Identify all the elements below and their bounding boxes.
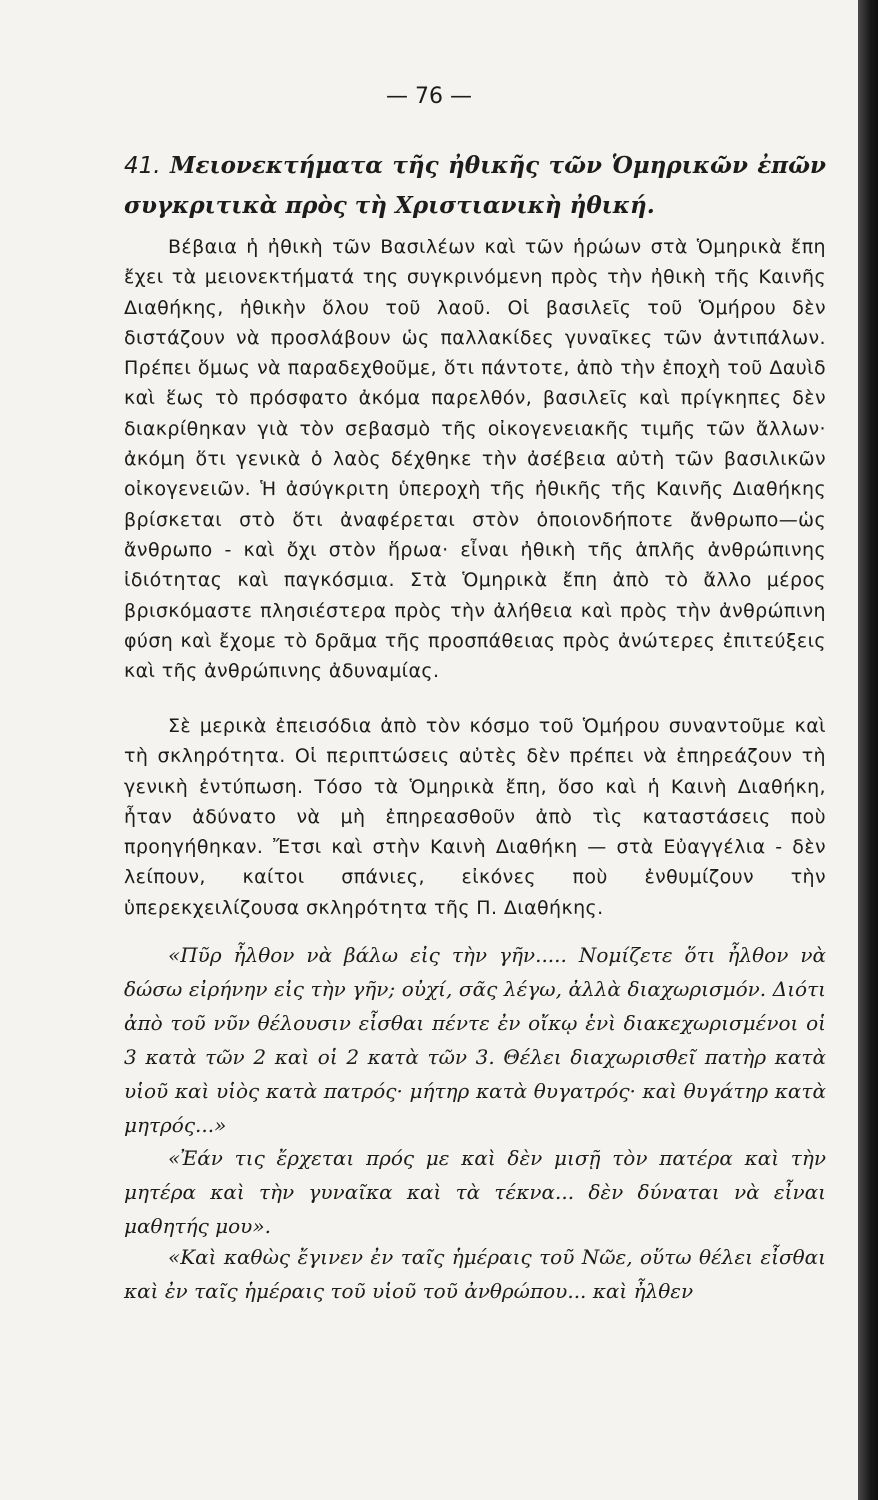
paragraph-1: Βέβαια ἡ ἠθικὴ τῶν Βασιλέων καὶ τῶν ἡρώων στὰ Ὁμηρικὰ ἔπη ἔχει τὰ μειονεκτήματά της συγκρινόμενη πρὸς τὴν ἠθικὴ τῆς Καινῆς Διαθήκης, ἠθικὴν ὅλου τοῦ λαοῦ. Οἱ βασιλεῖς τοῦ Ὁμήρου δὲν διστάζουν νὰ προσλάβουν ὡς παλλακίδες γυναῖκες τῶν ἀντιπάλων. Πρέπει ὅμως νὰ παραδεχθοῦμε, ὅτι πάντοτε, ἀπὸ τὴν ἐποχὴ τοῦ Δαυὶδ καὶ ἕως τὸ πρόσφατο ἀκόμα παρελθόν, βασιλεῖς καὶ πρίγκηπες δὲν διακρίθηκαν γιὰ τὸν σεβασμὸ τῆς οἰκογενειακῆς τιμῆς τῶν ἄλλων· ἀκόμη ὅτι γενικὰ ὁ λαὸς δέχθηκε τὴν ἀσέβεια αὐτὴ τῶν βασιλικῶν οἰκογενειῶν. Ἡ ἀσύγκριτη ὑπεροχὴ τῆς ἠθικῆς τῆς Καινῆς Διαθήκης βρίσκεται στὸ ὅτι ἀναφέρεται στὸν ὁποιονδήποτε ἄνθρωπο—ὡς ἄνθρωπο - καὶ ὄχι στὸν ἥρωα· εἶναι ἠθικὴ τῆς ἁπλῆς ἀνθρώπινης ἰδιότητας καὶ παγκόσμια. Στὰ Ὁμηρικὰ ἔπη ἀπὸ τὸ ἄλλο μέρος βρισκόμαστε πλησιέστερα πρὸς τὴν ἀλήθεια καὶ πρὸς τὴν ἀνθρώπινη φύση καὶ ἔχομε τὸ δρᾶμα τῆς προσπάθειας πρὸς ἀνώτερες ἐπιτεύξεις καὶ τῆς ἀνθρώπινης ἀδυναμίας. bbox=[124, 236, 826, 683]
page-edge-shadow bbox=[858, 0, 878, 1500]
paragraph-2: Σὲ μερικὰ ἐπεισόδια ἀπὸ τὸν κόσμο τοῦ Ὁμήρου συναντοῦμε καὶ τὴ σκληρότητα. Οἱ περιπτώσεις αὐτὲς δὲν πρέπει νὰ ἐπηρεάζουν τὴ γενικὴ ἐντύπωση. Τόσο τὰ Ὁμηρικὰ ἔπη, ὅσο καὶ ἡ Καινὴ Διαθήκη, ἦταν ἀδύνατο νὰ μὴ ἐπηρεασθοῦν ἀπὸ τὶς καταστάσεις ποὺ προηγήθηκαν. Ἔτσι καὶ στὴν Καινὴ Διαθήκη — στὰ Εὐαγγέλια - δὲν λείπουν, καίτοι σπάνιες, εἰκόνες ποὺ ἐνθυμίζουν τὴν ὑπερεκχειλίζουσα σκληρότητα τῆς Π. Διαθήκης. bbox=[124, 715, 826, 919]
section-title: Μειονεκτήματα τῆς ἠθικῆς τῶν Ὁμηρικῶν ἐπῶν συγκριτικὰ πρὸς τὴ Χριστιανικὴ ἠθική. bbox=[124, 152, 826, 219]
section-number: 41. bbox=[124, 153, 161, 179]
quote-2: «Ἐάν τις ἔρχεται πρός με καὶ δὲν μισῇ τὸν πατέρα καὶ τὴν μητέρα καὶ τὴν γυναῖκα καὶ τὰ τέκνα... δὲν δύναται νὰ εἶναι μαθητής μου». bbox=[124, 1146, 826, 1238]
section-heading bbox=[124, 146, 826, 226]
quote-1: «Πῦρ ἦλθον νὰ βάλω εἰς τὴν γῆν..... Νομίζετε ὅτι ἦλθον νὰ δώσω εἰρήνην εἰς τὴν γῆν; οὐχί, σᾶς λέγω, ἀλλὰ διαχωρισμόν. Διότι ἀπὸ τοῦ νῦν θέλουσιν εἶσθαι πέντε ἐν οἴκῳ ἑνὶ διακεχωρισμένοι οἱ 3 κατὰ τῶν 2 καὶ οἱ 2 κατὰ τῶν 3. Θέλει διαχωρισθεῖ πατὴρ κατὰ υἱοῦ καὶ υἱὸς κατὰ πατρός· μήτηρ κατὰ θυγατρός· καὶ θυγάτηρ κατὰ μητρός...» bbox=[124, 943, 826, 1137]
page-number: — 76 — bbox=[386, 84, 472, 109]
quote-3: «Καὶ καθὼς ἔγινεν ἐν ταῖς ἡμέραις τοῦ Νῶε, οὕτω θέλει εἶσθαι καὶ ἐν ταῖς ἡμέραις τοῦ υἱοῦ τοῦ ἀνθρώπου... καὶ ἦλθεν bbox=[124, 1245, 826, 1303]
